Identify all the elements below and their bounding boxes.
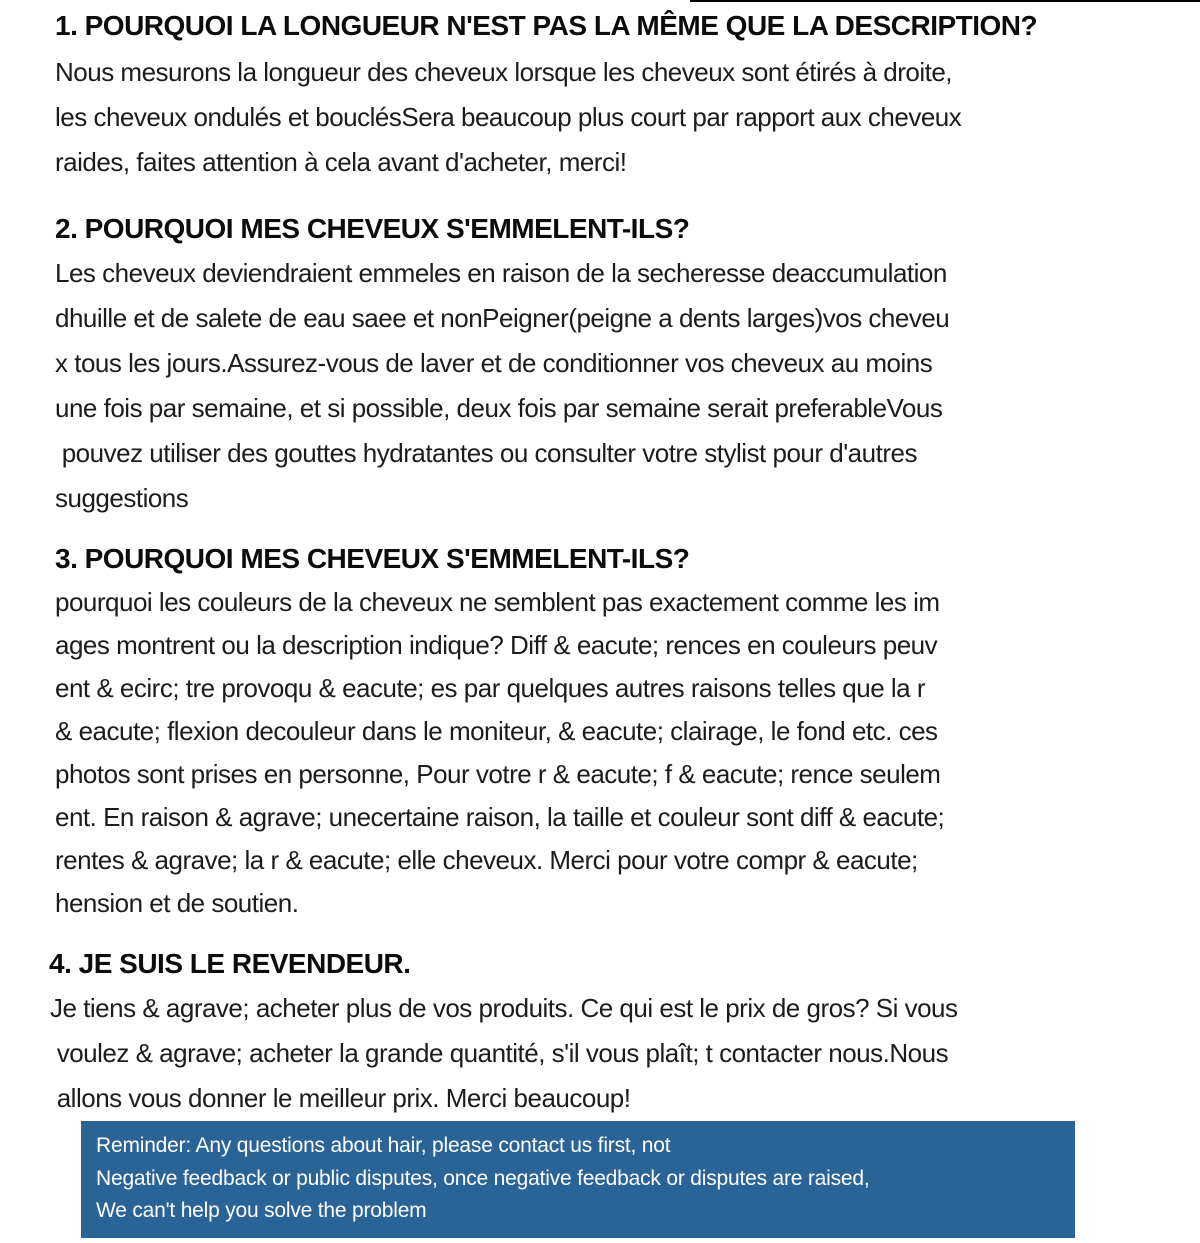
faq-heading-reseller: 4. JE SUIS LE REVENDEUR.	[49, 948, 411, 979]
text-line: Negative feedback or public disputes, once negative feedback or disputes are raised,	[96, 1166, 870, 1190]
faq-section-tangling	[0, 211, 1200, 521]
text-line: x tous les jours.Assurez-vous de laver et de conditionner vos cheveux au moins	[55, 348, 933, 378]
text-line: Je tiens & agrave; acheter plus de vos produits. Ce qui est le prix de gros? Si vous	[50, 993, 958, 1023]
text-line: raides, faites attention à cela avant d'acheter, merci!	[55, 147, 627, 177]
text-line: hension et de soutien.	[55, 888, 299, 918]
faq-section-length	[0, 8, 1200, 185]
text-line: les cheveux ondulés et bouclésSera beaucoup plus court par rapport aux cheveux	[55, 102, 962, 132]
text-line: Nous mesurons la longueur des cheveux lorsque les cheveux sont étirés à droite,	[55, 57, 953, 87]
text-line: ent & ecirc; tre provoqu & eacute; es par quelques autres raisons telles que la r	[55, 673, 926, 703]
faq-body-color	[0, 581, 1200, 925]
text-line: ent. En raison & agrave; unecertaine raison, la taille et couleur sont diff & eacute;	[55, 802, 945, 832]
text-line: We can't help you solve the problem	[96, 1199, 427, 1222]
faq-heading-length: 1. POURQUOI LA LONGUEUR N'EST PAS LA MÊME QUE LA DESCRIPTION?	[55, 10, 1038, 41]
text-line: Les cheveux deviendraient emmeles en raison de la secheresse deaccumulation	[55, 258, 947, 288]
faq-body-tangling	[0, 251, 1200, 521]
text-line: photos sont prises en personne, Pour votre r & eacute; f & eacute; rence seulem	[55, 759, 941, 789]
faq-body-length	[0, 50, 1200, 185]
text-line: rentes & agrave; la r & eacute; elle cheveux. Merci pour votre compr & eacute;	[55, 845, 918, 875]
text-line: & eacute; flexion decouleur dans le moniteur, & eacute; clairage, le fond etc. ces	[55, 716, 938, 746]
text-line: voulez & agrave; acheter la grande quantité, s'il vous plaît; t contacter nous.Nous	[50, 1038, 949, 1068]
text-line: allons vous donner le meilleur prix. Merci beaucoup!	[50, 1083, 631, 1113]
reminder-text	[96, 1130, 1055, 1228]
text-line: ages montrent ou la description indique? Diff & eacute; rences en couleurs peuv	[55, 630, 938, 660]
faq-body-reseller	[0, 986, 1200, 1121]
text-line: Reminder: Any questions about hair, please contact us first, not	[96, 1134, 671, 1157]
faq-heading-color: 3. POURQUOI MES CHEVEUX S'EMMELENT-ILS?	[55, 543, 690, 574]
top-divider-line	[690, 0, 1200, 2]
text-line: dhuille et de salete de eau saee et nonPeigner(peigne a dents larges)vos cheveu	[55, 303, 950, 333]
text-line: suggestions	[55, 483, 189, 513]
text-line: une fois par semaine, et si possible, deux fois par semaine serait preferableVous	[55, 393, 943, 423]
text-line: pourquoi les couleurs de la cheveux ne semblent pas exactement comme les im	[55, 587, 940, 617]
faq-section-reseller	[0, 946, 1200, 1121]
text-line: pouvez utiliser des gouttes hydratantes ou consulter votre stylist pour d'autres	[55, 438, 917, 468]
faq-heading-tangling: 2. POURQUOI MES CHEVEUX S'EMMELENT-ILS?	[55, 213, 690, 244]
faq-section-color	[0, 541, 1200, 925]
reminder-box	[81, 1121, 1075, 1238]
